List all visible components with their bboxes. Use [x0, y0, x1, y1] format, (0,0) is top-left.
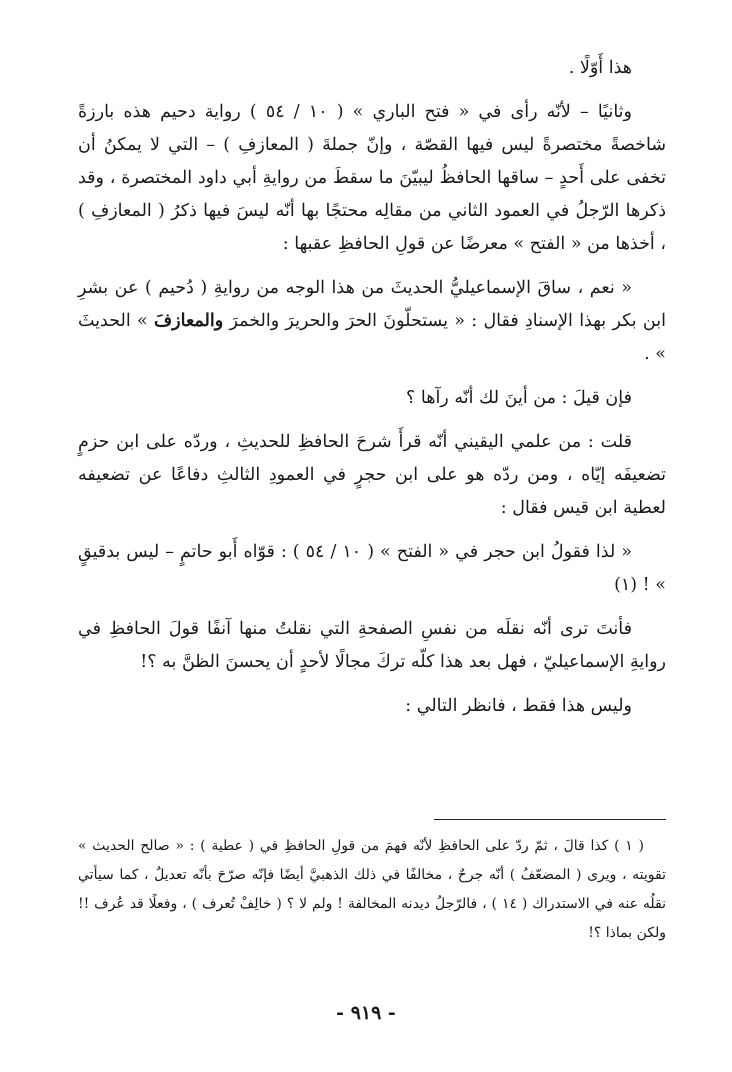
paragraph-1: هذا أَوّلًا .	[568, 58, 632, 78]
footnote-1: ( ١ ) كذا قالَ ، ثمّ ردّ على الحافظِ لأنّه فهمَ من قولِ الحافظِ في ( عطية ) : « صالح الحديث » تقويته ، ويرى ( المضعّفُ ) أنّه جرحٌ ، مخالفًا في ذلك الذهبيَّ أيضًا فإنّه صرّحَ بأنّه تعديلٌ ، كما سيأتي نقلُه عنه في الاستدراك ( ١٤ ) ، فالرّجلُ ديدنه المخالفة ! ولم لا ؟ ( خالِفْ تُعرف ) ، وفعلًا قد عُرف !! ولكن بماذا ؟!	[78, 838, 666, 941]
paragraph-5: قلت : من علمي اليقيني أنّه قرأَ شرحَ الحافظِ للحديثِ ، وردّه على ابن حزمٍ تضعيفَه إيّاه ، ومن ردّه هو على ابن حجرٍ في العمودِ الثالثِ دفاعًا عن تضعيفه لعطية ابن قيس فقال :	[78, 432, 666, 518]
footnotes	[78, 832, 666, 948]
paragraph-7: فأنتَ ترى أنّه نقلَه من نفسِ الصفحةِ التي نقلتُ منها آنفًا قولَ الحافظِ في روايةِ الإسماعيليّ ، فهل بعد هذا كلّه تركَ مجالًا لأحدٍ أن يحسنَ الظنَّ به ؟!	[78, 619, 666, 672]
paragraph-8: وليس هذا فقط ، فانظر التالي :	[405, 696, 632, 716]
paragraph-4: فإن قيلَ : من أينَ لك أنّه رآها ؟	[406, 388, 632, 408]
paragraph-3-quote: « نعم ، ساقَ الإسماعيليُّ الحديثَ من هذا الوجه من روايةِ ( دُحيم ) عن بشرِ ابن بكر بهذا الإسنادِ فقال : « يستحلّونَ الحرَ والحريرَ والخمرَ والمعازفَ » الحديثَ » .	[78, 278, 666, 364]
paragraph-2: وثانيًا – لأنّه رأى في « فتح الباري » ( ١٠ / ٥٤ ) رواية دحيم هذه بارزةً شاخصةً مختصرةً ليس فيها القصّة ، وإنّ جملةَ ( المعازفِ ) – التي لا يمكنُ أن تخفى على أَحدٍ – ساقها الحافظُ ليبيّنَ ما سقطَ من روايةِ أبي داود المختصرة ، وقد ذكرها الرّجلُ في العمود الثاني من مقالِه محتجًا بها أنّه ليسَ فيها ذكرُ ( المعازفِ ) ، أخذها من « الفتح » معرضًا عن قولِ الحافظِ عقبها :	[78, 102, 666, 254]
bold-phrase: والمعازفَ	[154, 311, 224, 331]
footnote-divider	[434, 819, 666, 820]
paragraph-6-quote: « لذا فقولُ ابن حجر في « الفتح » ( ١٠ / ٥٤ ) : قوّاه أَبو حاتمٍ – ليس بدقيقٍ » ! (١)	[78, 542, 666, 595]
main-text	[78, 52, 666, 734]
page-number: - ٩١٩ -	[336, 1002, 396, 1024]
